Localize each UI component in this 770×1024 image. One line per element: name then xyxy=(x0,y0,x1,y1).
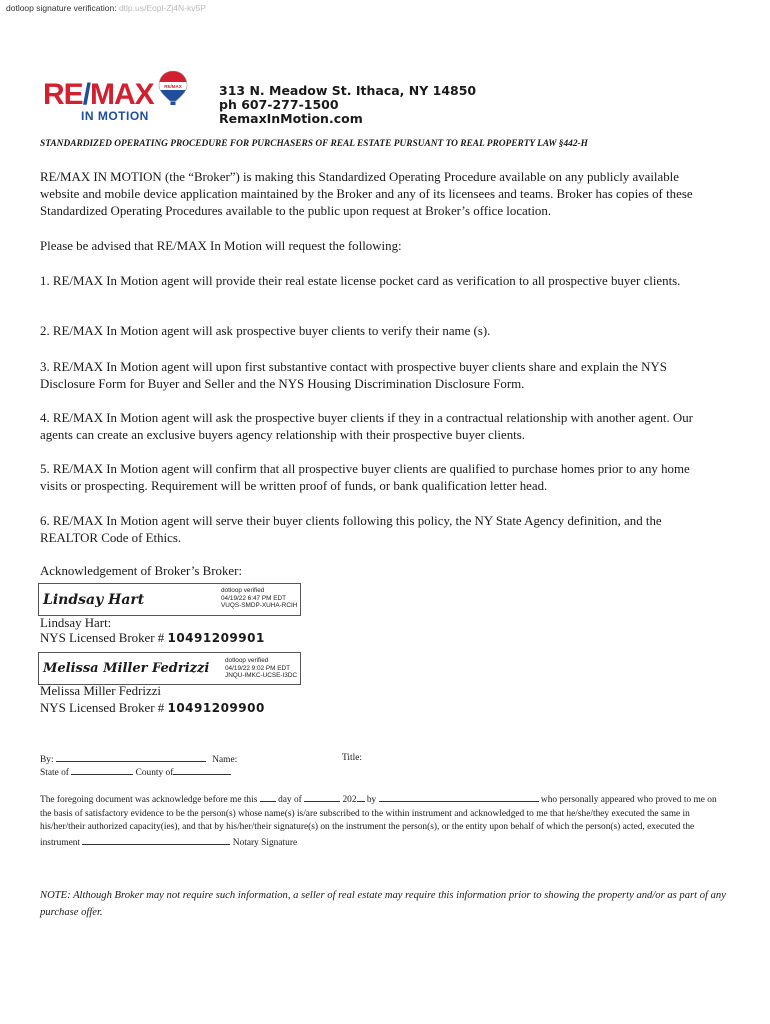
address-street: 313 N. Meadow St. Ithaca, NY 14850 xyxy=(219,83,477,98)
document-heading: STANDARDIZED OPERATING PROCEDURE FOR PURCHASERS OF REAL ESTATE PURSUANT TO REAL PROPERTY LAW §442-H xyxy=(40,139,588,149)
acknowledgement-label: Acknowledgement of Broker’s Broker: xyxy=(40,564,243,578)
remax-logo: RE/MAX xyxy=(43,78,154,111)
signature-2: Melissa Miller Fedrizzi xyxy=(43,661,210,676)
broker-license-2: NYS Licensed Broker # 10491209900 xyxy=(40,701,265,715)
office-address xyxy=(219,84,476,126)
notary-state-county-line: State of County of xyxy=(40,765,231,781)
month-field[interactable] xyxy=(304,792,340,802)
broker-name-2: Melissa Miller Fedrizzi xyxy=(40,684,162,698)
address-website: RemaxInMotion.com xyxy=(219,111,363,126)
footer-note: NOTE: Although Broker may not require such information, a seller of real estate may require this information prior to showing the property and/or as part of any purchase offer. xyxy=(40,890,726,918)
item-2: 2. RE/MAX In Motion agent will ask prospective buyer clients to verify their name (s). xyxy=(40,324,491,338)
verification-stamp-1: dotloop verified 04/19/22 6:47 PM EDT VUQS-SMDP-XUHA-RCIH xyxy=(221,587,298,610)
broker-license-1: NYS Licensed Broker # 10491209901 xyxy=(40,631,265,645)
advised-paragraph: Please be advised that RE/MAX In Motion will request the following: xyxy=(40,239,402,253)
verification-label: dotloop signature verification: xyxy=(6,3,117,13)
signature-box-2[interactable] xyxy=(38,652,301,685)
broker-name-1: Lindsay Hart: xyxy=(40,616,112,630)
verification-stamp-2: dotloop verified 04/19/22 9:02 PM EDT JNQU-IMKC-UCSE-I3DC xyxy=(225,657,298,680)
year-field[interactable] xyxy=(357,792,365,802)
address-phone: ph 607-277-1500 xyxy=(219,97,339,112)
notary-by-line: By: Name: xyxy=(40,752,237,768)
intro-paragraph: RE/MAX IN MOTION (the “Broker”) is making this Standardized Operating Procedure available on any publicly available website and mobile device application maintained by the Broker and any of its licensees and teams. Broker has copies of these Standardized Operating Procedures available to the public upon request at Broker’s office location. xyxy=(40,170,693,218)
notary-acknowledgment-text: The foregoing document was acknowledge before me this day of 202 by who personally appeared who proved to me on the basis of satisfactory evidence to be the person(s) whose name(s) is/are subscribed to the within instrument and acknowledged to me that he/she/they executed the same in his/her/their authorized capacity(ies), and that by his/her/their signature(s) on the instrument the person(s), or the entity upon behalf of which the person(s) acted, executed the instrument Notary Signature xyxy=(40,792,720,850)
dotloop-verification-note xyxy=(6,3,206,13)
notary-signature-field[interactable] xyxy=(82,835,230,845)
signature-box-1[interactable] xyxy=(38,583,301,616)
balloon-label: RE/MAX xyxy=(164,84,182,89)
appeared-name-field[interactable] xyxy=(379,792,539,802)
verification-link[interactable]: dtlp.us/Eopl-Zj4N-kv5P xyxy=(118,3,206,13)
state-field[interactable] xyxy=(71,765,133,775)
hot-air-balloon-icon xyxy=(158,70,188,106)
signature-1: Lindsay Hart xyxy=(43,592,145,608)
day-field[interactable] xyxy=(260,792,276,802)
item-4: 4. RE/MAX In Motion agent will ask the prospective buyer clients if they in a contractual relationship with another agent. Our agents can create an exclusive buyers agency relationship with their prospective buyer clients. xyxy=(40,411,693,442)
by-field[interactable] xyxy=(56,752,206,762)
item-6: 6. RE/MAX In Motion agent will serve their buyer clients following this policy, the NY State Agency definition, and the REALTOR Code of Ethics. xyxy=(40,514,662,545)
item-1: 1. RE/MAX In Motion agent will provide their real estate license pocket card as verification to all prospective buyer clients. xyxy=(40,274,681,288)
item-3: 3. RE/MAX In Motion agent will upon first substantive contact with prospective buyer clients share and explain the NYS Disclosure Form for Buyer and Seller and the NYS Housing Discrimination Disclosure Form. xyxy=(40,360,667,391)
logo-subtitle: IN MOTION xyxy=(81,109,149,123)
county-field[interactable] xyxy=(173,765,231,775)
notary-title-label: Title: xyxy=(342,753,362,763)
item-5: 5. RE/MAX In Motion agent will confirm that all prospective buyer clients are qualified to purchase homes prior to any home visits or prospecting. Requirement will be written proof of funds, or bank qualification letter head. xyxy=(40,462,690,493)
